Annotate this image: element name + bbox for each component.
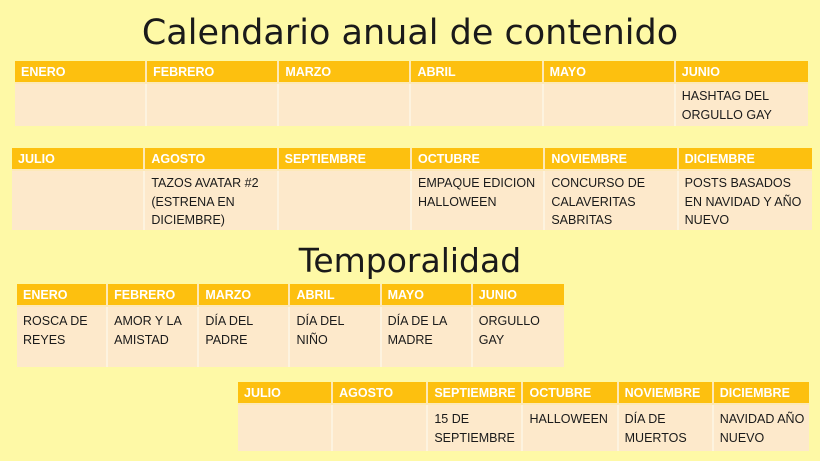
- month-header: JULIO: [238, 382, 333, 405]
- month-header: SEPTIEMBRE: [428, 382, 523, 405]
- temporalidad-table-jan-jun: [17, 284, 564, 367]
- content-cell: [279, 84, 411, 126]
- temporalidad-table-jul-dec: [238, 382, 809, 451]
- month-header: NOVIEMBRE: [619, 382, 714, 405]
- event-cell: HALLOWEEN: [523, 405, 618, 451]
- section-title: Temporalidad: [298, 241, 522, 280]
- table-row: [238, 405, 809, 451]
- month-header: MAYO: [544, 61, 676, 84]
- month-header: MARZO: [199, 284, 290, 307]
- table-row: [12, 171, 812, 230]
- content-cell: TAZOS AVATAR #2 (ESTRENA EN DICIEMBRE): [145, 171, 278, 230]
- content-calendar-table-jul-dec: [12, 148, 812, 230]
- month-header: AGOSTO: [145, 148, 278, 171]
- event-cell: [333, 405, 428, 451]
- month-header: SEPTIEMBRE: [279, 148, 412, 171]
- table-row: [17, 307, 564, 367]
- month-header: JUNIO: [676, 61, 808, 84]
- table-header-row: [17, 284, 564, 307]
- content-cell: EMPAQUE EDICION HALLOWEEN: [412, 171, 545, 230]
- content-cell: [411, 84, 543, 126]
- event-cell: AMOR Y LA AMISTAD: [108, 307, 199, 367]
- month-header: OCTUBRE: [523, 382, 618, 405]
- month-header: MARZO: [279, 61, 411, 84]
- month-header: JULIO: [12, 148, 145, 171]
- month-header: ABRIL: [411, 61, 543, 84]
- content-cell: HASHTAG DEL ORGULLO GAY: [676, 84, 808, 126]
- event-cell: ORGULLO GAY: [473, 307, 564, 367]
- event-cell: ROSCA DE REYES: [17, 307, 108, 367]
- content-cell: POSTS BASADOS EN NAVIDAD Y AÑO NUEVO: [679, 171, 812, 230]
- content-cell: [279, 171, 412, 230]
- month-header: FEBRERO: [108, 284, 199, 307]
- month-header: FEBRERO: [147, 61, 279, 84]
- event-cell: DÍA DEL PADRE: [199, 307, 290, 367]
- event-cell: DÍA DE LA MADRE: [382, 307, 473, 367]
- event-cell: [238, 405, 333, 451]
- table-row: [15, 84, 808, 126]
- table-header-row: [15, 61, 808, 84]
- event-cell: 15 DE SEPTIEMBRE: [428, 405, 523, 451]
- month-header: MAYO: [382, 284, 473, 307]
- month-header: NOVIEMBRE: [545, 148, 678, 171]
- month-header: ENERO: [17, 284, 108, 307]
- table-header-row: [12, 148, 812, 171]
- page-title: Calendario anual de contenido: [141, 13, 679, 53]
- event-cell: NAVIDAD AÑO NUEVO: [714, 405, 809, 451]
- event-cell: DÍA DE MUERTOS: [619, 405, 714, 451]
- month-header: DICIEMBRE: [679, 148, 812, 171]
- month-header: ENERO: [15, 61, 147, 84]
- content-cell: [147, 84, 279, 126]
- month-header: JUNIO: [473, 284, 564, 307]
- content-cell: [15, 84, 147, 126]
- content-cell: CONCURSO DE CALAVERITAS SABRITAS: [545, 171, 678, 230]
- content-cell: [12, 171, 145, 230]
- content-calendar-table-jan-jun: [15, 61, 808, 126]
- month-header: ABRIL: [290, 284, 381, 307]
- event-cell: DÍA DEL NIÑO: [290, 307, 381, 367]
- month-header: DICIEMBRE: [714, 382, 809, 405]
- content-cell: [544, 84, 676, 126]
- month-header: AGOSTO: [333, 382, 428, 405]
- table-header-row: [238, 382, 809, 405]
- month-header: OCTUBRE: [412, 148, 545, 171]
